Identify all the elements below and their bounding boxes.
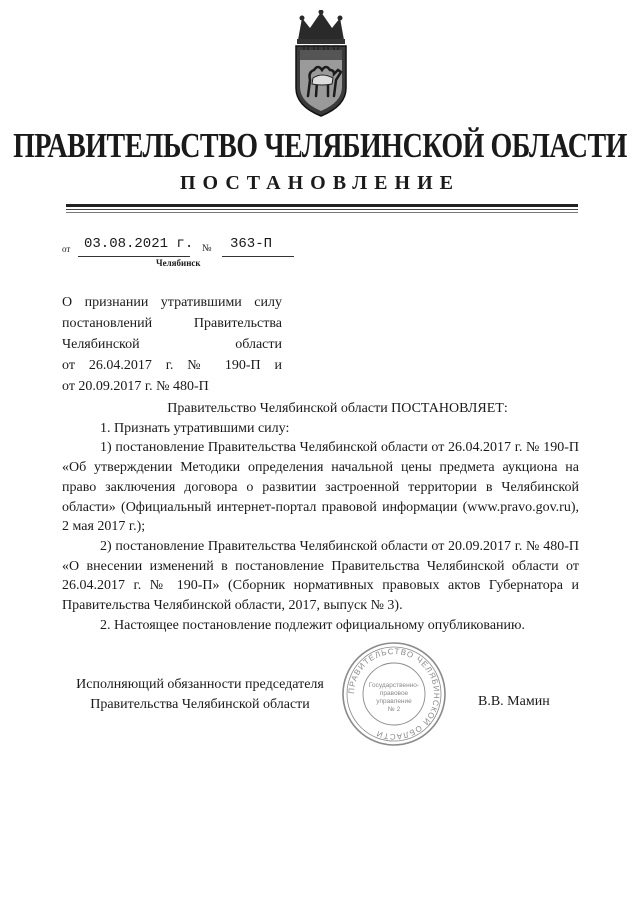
subject-line: Челябинской области [62,337,282,352]
position-line: Исполняющий обязанности председателя [76,677,324,692]
document-date: 03.08.2021 г. [84,236,194,252]
subject-line: от 26.04.2017 г. № 190-П и [62,358,282,373]
subject-line: от 20.09.2017 г. № 480-П [62,379,209,394]
stamp-center-text: № 2 [387,706,401,713]
preamble: Правительство Челябинской области ПОСТАНОВЛЯЕТ: [167,401,508,416]
document-subject [62,292,282,397]
stamp-center-text: Государственно- [368,682,420,689]
document-body [62,399,579,635]
coat-of-arms-emblem [286,10,356,120]
header-rule [66,209,578,210]
number-underline [222,256,294,257]
city-label: Челябинск [156,258,201,268]
stamp-center-text: правовое [379,690,409,697]
document-type-title: ПОСТАНОВЛЕНИЕ [180,172,460,194]
subject-line: постановлений Правительства [62,316,282,331]
official-stamp [340,640,448,748]
point-1-item-2: 2) постановление Правительства Челябинской области от 20.09.2017 г. № 480-П «О внесении изменений в постановление Правительства Челябинской области от 26.04.2017 г. № 190-П» (Сборник нормативных правовых актов Губернатора и Правительства Челябинской области, 2017, выпуск № 3). [62,538,579,614]
stamp-ring-text: ПРАВИТЕЛЬСТВО ЧЕЛЯБИНСКОЙ ОБЛАСТИ [346,646,442,742]
number-label: № [202,243,212,254]
point-1-item-1: 1) постановление Правительства Челябинской области от 26.04.2017 г. № 190-П «Об утверждении Методики определения начальной цены предмета аукциона на право заключения договора о развитии застроенной территории в Челябинской области» (Официальный интернет-портал правовой информации (www.pravo.gov.ru), 2 мая 2017 г.); [62,440,579,535]
signatory-position [60,675,340,715]
position-line: Правительства Челябинской области [90,697,310,712]
signatory-name: В.В. Мамин [478,694,550,709]
point-2: 2. Настоящее постановление подлежит официальному опубликованию. [100,617,525,633]
organization-title: ПРАВИТЕЛЬСТВО ЧЕЛЯБИНСКОЙ ОБЛАСТИ [13,127,627,166]
point-1: 1. Признать утратившими силу: [100,420,290,436]
header-rule [66,204,578,207]
date-label: от [62,244,71,254]
document-number: 363-П [230,236,273,252]
date-underline [78,256,190,257]
stamp-center-text: управление [376,698,412,705]
header-rule [66,212,578,213]
subject-line: О признании утратившими силу [62,295,282,310]
